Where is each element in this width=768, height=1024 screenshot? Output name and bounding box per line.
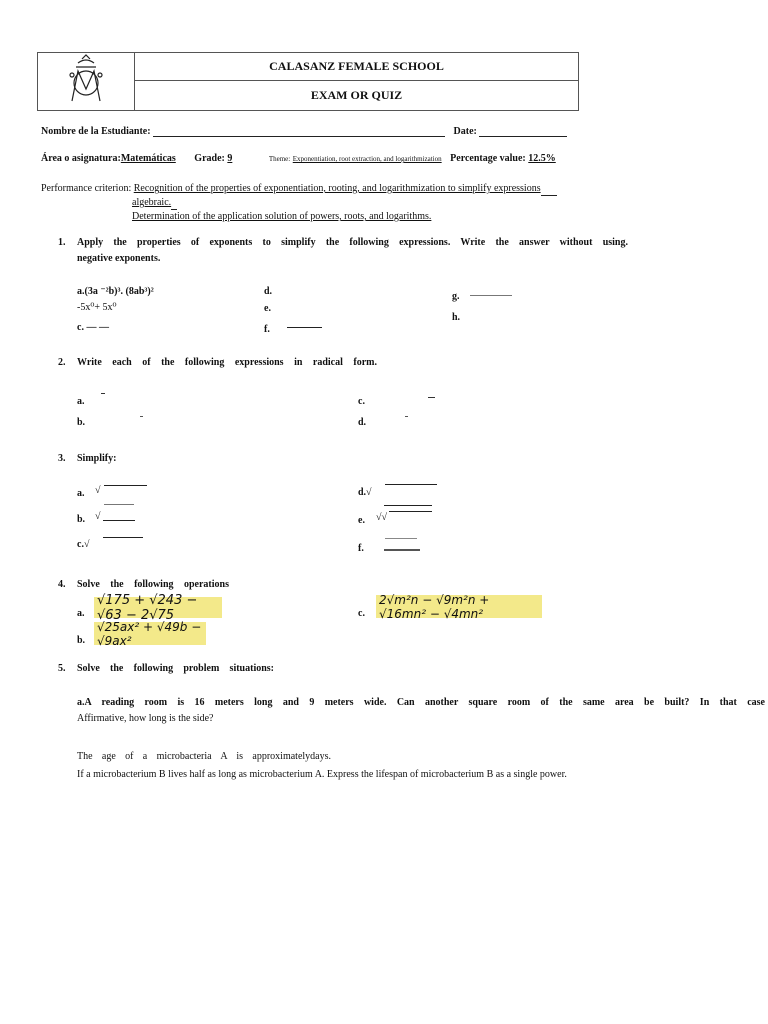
q2-item-b: b. (77, 417, 86, 428)
q3-d-rule (384, 505, 432, 506)
q3-f-top (385, 538, 417, 539)
header-box (37, 52, 579, 111)
q4-expr-b-text: √25ax² + √49b − √9ax² (97, 619, 202, 648)
q5-item-a-line2: Affirmative, how long is the side? (77, 713, 214, 724)
q3-a-sqrt: √ (95, 485, 101, 496)
criterion-label: Performance criterion: (41, 183, 132, 194)
q1-text: Apply the properties of exponents to simplify the following expressions. Write the answer without using. (77, 237, 628, 248)
q2-item-d: d. (358, 417, 367, 428)
q2-a-bar (101, 393, 105, 394)
q1-item-e: e. (264, 303, 271, 314)
student-name-field[interactable] (153, 127, 445, 137)
theme-label: Theme: (268, 155, 291, 163)
student-label: Nombre de la Estudiante: (41, 126, 151, 137)
q1-item-c: c. — — (77, 322, 109, 333)
q3-number: 3. (58, 453, 66, 464)
criterion-line-3: Determination of the application solution of powers, roots, and logarithms. (132, 211, 432, 222)
q3-b-sqrt: √ (95, 511, 101, 522)
q4-expr-c-text: 2√m²n − √9m²n + √16mn² − √4mn² (379, 592, 490, 621)
q3-a-vinculum (104, 485, 147, 486)
q1-f-line (287, 327, 322, 328)
school-logo (38, 53, 135, 110)
criterion-line-1: Recognition of the properties of exponentiation, rooting, and logarithmization to simplify expressions (133, 183, 541, 194)
q4-expression-b (94, 619, 206, 648)
date-label: Date: (453, 126, 477, 137)
q5-number: 5. (58, 663, 66, 674)
q3-c-vinculum (103, 537, 143, 538)
q3-item-a: a. (77, 488, 85, 499)
q2-item-a: a. (77, 396, 85, 407)
percentage-label: Percentage value: (450, 153, 526, 164)
q3-item-c: c.√ (77, 539, 90, 550)
q3-a-rule (104, 504, 134, 505)
grade-value: 9 (227, 153, 233, 164)
q1-item-h: h. (452, 312, 461, 323)
q4-item-a: a. (77, 608, 85, 619)
q3-e-sqrt: √√ (376, 512, 387, 523)
q3-b-rule (103, 520, 135, 521)
q3-item-e: e. (358, 515, 365, 526)
q3-e-vinculum (389, 511, 432, 512)
q5-item-b-line1: The age of a microbacteria A is approximatelydays. (77, 751, 331, 762)
q4-number: 4. (58, 579, 66, 590)
theme-value: Exponentiation, root extraction, and logarithmization (292, 155, 442, 163)
date-field[interactable] (479, 127, 567, 137)
q5-text: Solve the following problem situations: (77, 663, 274, 674)
q3-d-vinculum (385, 484, 437, 485)
q4-expression-c (376, 592, 542, 621)
q2-b-bar (140, 416, 143, 417)
q2-c-bar (428, 397, 435, 398)
subject-row (41, 153, 581, 164)
school-name: CALASANZ FEMALE SCHOOL (135, 53, 578, 81)
q4-text: Solve the following operations (77, 579, 229, 590)
q1-item-g: g. (452, 291, 460, 302)
percentage-value: 12.5% (528, 153, 556, 164)
area-value: Matemáticas (120, 153, 176, 164)
q3-item-b: b. (77, 514, 86, 525)
q1-number: 1. (58, 237, 66, 248)
q1-item-a2: -5x⁰+ 5x⁰ (77, 302, 117, 313)
q5-item-b-line2: If a microbacterium B lives half as long as microbacterium A. Express the lifespan of microbacterium B as a single power. (77, 769, 567, 780)
q1-g-line (470, 295, 512, 296)
exam-title: EXAM OR QUIZ (310, 88, 403, 102)
q5-item-a-line1: a.A reading room is 16 meters long and 9 meters wide. Can another square room of the same area be built? In that case (77, 697, 765, 708)
q2-number: 2. (58, 357, 66, 368)
q4-expression-a (94, 592, 222, 623)
q3-item-f: f. (358, 543, 364, 554)
q2-d-bar (405, 416, 408, 417)
q3-item-d: d.√ (358, 487, 372, 498)
q1-text-2: negative exponents. (77, 253, 161, 264)
crest-icon (38, 53, 134, 110)
q4-item-c: c. (358, 608, 365, 619)
q1-item-a: a.(3a ⁻²b)³. (8ab³)² (77, 286, 154, 297)
q4-expr-a-text: √175 + √243 − √63 − 2√75 (97, 592, 198, 623)
criterion-line-2: algebraic. (132, 197, 172, 208)
q2-text: Write each of the following expressions in radical form. (77, 357, 377, 368)
q3-f-fraction (384, 549, 420, 551)
q3-text: Simplify: (77, 453, 117, 464)
area-label: Área o asignatura: (41, 153, 121, 164)
grade-label: Grade: (194, 153, 225, 164)
q1-item-d: d. (264, 286, 273, 297)
student-row (41, 126, 581, 137)
q1-item-f: f. (264, 324, 270, 335)
criterion-block (41, 182, 581, 224)
q4-item-b: b. (77, 635, 86, 646)
q2-item-c: c. (358, 396, 365, 407)
